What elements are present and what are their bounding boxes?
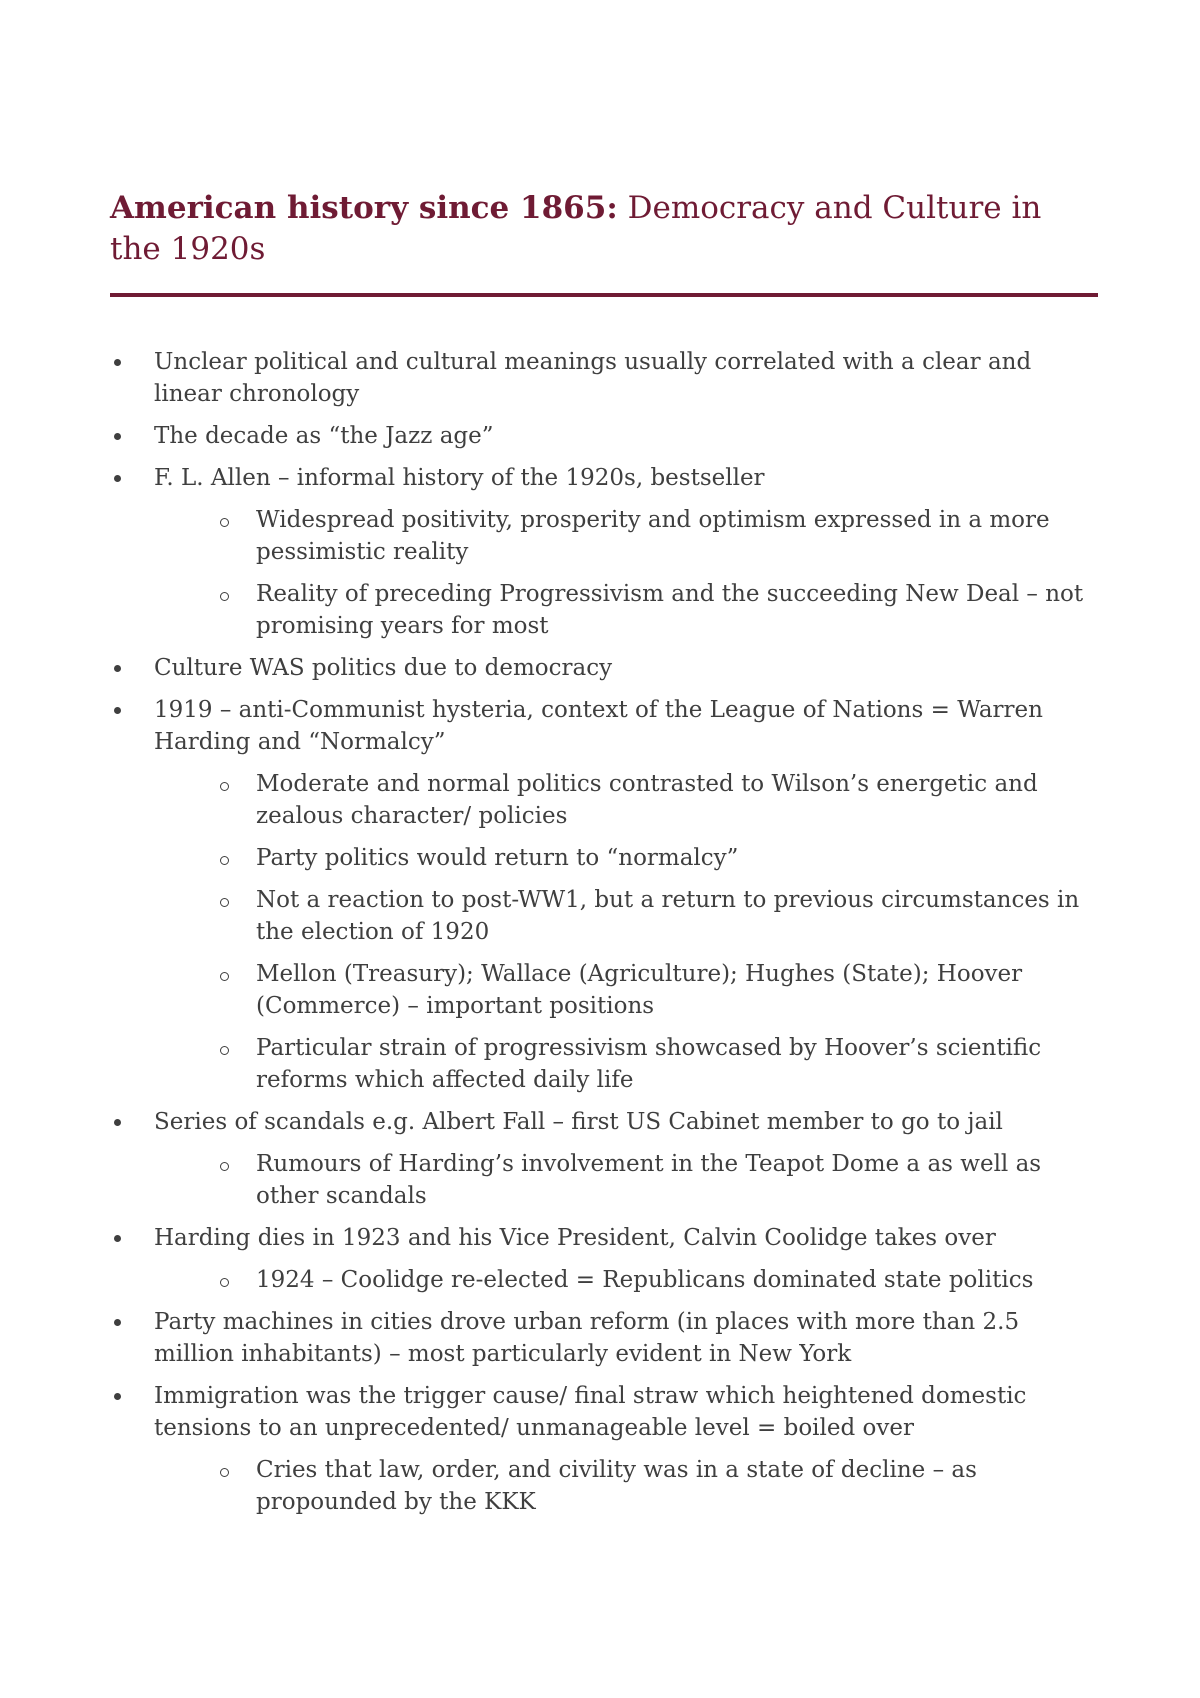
bullet-dot-icon [114,1119,121,1126]
bullet-dot-icon [114,1393,121,1400]
sub-bullet-item [256,842,1106,874]
bullet-item [154,1306,1104,1370]
bullet-text: The decade as “the Jazz age” [154,423,494,449]
bullet-ring-icon [220,518,229,527]
sub-bullet-item [256,958,1106,1022]
sub-bullet-item [256,768,1106,832]
sub-bullet-item [256,504,1106,568]
bullet-dot-icon [114,1235,121,1242]
sub-bullet-item [256,1148,1106,1212]
sub-bullet-item [256,1454,1106,1518]
bullet-item [154,1380,1104,1444]
bullet-dot-icon [114,433,121,440]
bullet-item [154,346,1104,410]
title-bold-part: American history since 1865: [110,190,618,226]
bullet-text: Widespread positivity, prosperity and optimism expressed in a more pessimistic reality [256,507,1050,565]
page-title [110,188,1100,270]
bullet-dot-icon [114,1319,121,1326]
notes-list [0,346,1200,1528]
bullet-text: Unclear political and cultural meanings usually correlated with a clear and linear chronology [154,349,1032,407]
bullet-ring-icon [220,856,229,865]
bullet-text: Moderate and normal politics contrasted to Wilson’s energetic and zealous character/ policies [256,771,1038,829]
bullet-text: Cries that law, order, and civility was in a state of decline – as propounded by the KKK [256,1457,977,1515]
bullet-text: Harding dies in 1923 and his Vice President, Calvin Coolidge takes over [154,1225,996,1251]
bullet-dot-icon [114,707,121,714]
bullet-text: Party machines in cities drove urban reform (in places with more than 2.5 million inhabitants) – most particularly evident in New York [154,1309,1020,1367]
bullet-text: 1924 – Coolidge re-elected = Republicans dominated state politics [256,1267,1034,1293]
bullet-dot-icon [114,475,121,482]
bullet-text: Mellon (Treasury); Wallace (Agriculture); Hughes (State); Hoover (Commerce) – important positions [256,961,1023,1019]
bullet-ring-icon [220,898,229,907]
bullet-text: F. L. Allen – informal history of the 1920s, bestseller [154,465,765,491]
title-divider [110,293,1098,297]
bullet-text: Not a reaction to post-WW1, but a return to previous circumstances in the election of 1920 [256,887,1080,945]
bullet-item [154,652,1104,684]
bullet-ring-icon [220,592,229,601]
bullet-text: 1919 – anti-Communist hysteria, context of the League of Nations = Warren Harding and “Normalcy” [154,697,1043,755]
sub-bullet-item [256,1264,1106,1296]
title-rest-part: Democracy and Culture in the 1920s [110,190,1042,267]
bullet-text: Reality of preceding Progressivism and the succeeding New Deal – not promising years for most [256,581,1084,639]
bullet-dot-icon [114,665,121,672]
sub-bullet-item [256,578,1106,642]
bullet-text: Immigration was the trigger cause/ final straw which heightened domestic tensions to an unprecedented/ unmanageable level = boiled over [154,1383,1027,1441]
bullet-item [154,694,1104,758]
bullet-ring-icon [220,782,229,791]
bullet-text: Culture WAS politics due to democracy [154,655,613,681]
bullet-ring-icon [220,1468,229,1477]
bullet-text: Particular strain of progressivism showcased by Hoover’s scientific reforms which affected daily life [256,1035,1042,1093]
bullet-ring-icon [220,972,229,981]
bullet-ring-icon [220,1278,229,1287]
bullet-item [154,462,1104,494]
bullet-text: Party politics would return to “normalcy” [256,845,739,871]
bullet-item [154,1222,1104,1254]
sub-bullet-item [256,884,1106,948]
bullet-text: Series of scandals e.g. Albert Fall – first US Cabinet member to go to jail [154,1109,1003,1135]
bullet-text: Rumours of Harding’s involvement in the Teapot Dome a as well as other scandals [256,1151,1042,1209]
bullet-ring-icon [220,1162,229,1171]
sub-bullet-item [256,1032,1106,1096]
bullet-ring-icon [220,1046,229,1055]
bullet-dot-icon [114,359,121,366]
bullet-item [154,1106,1104,1138]
bullet-item [154,420,1104,452]
